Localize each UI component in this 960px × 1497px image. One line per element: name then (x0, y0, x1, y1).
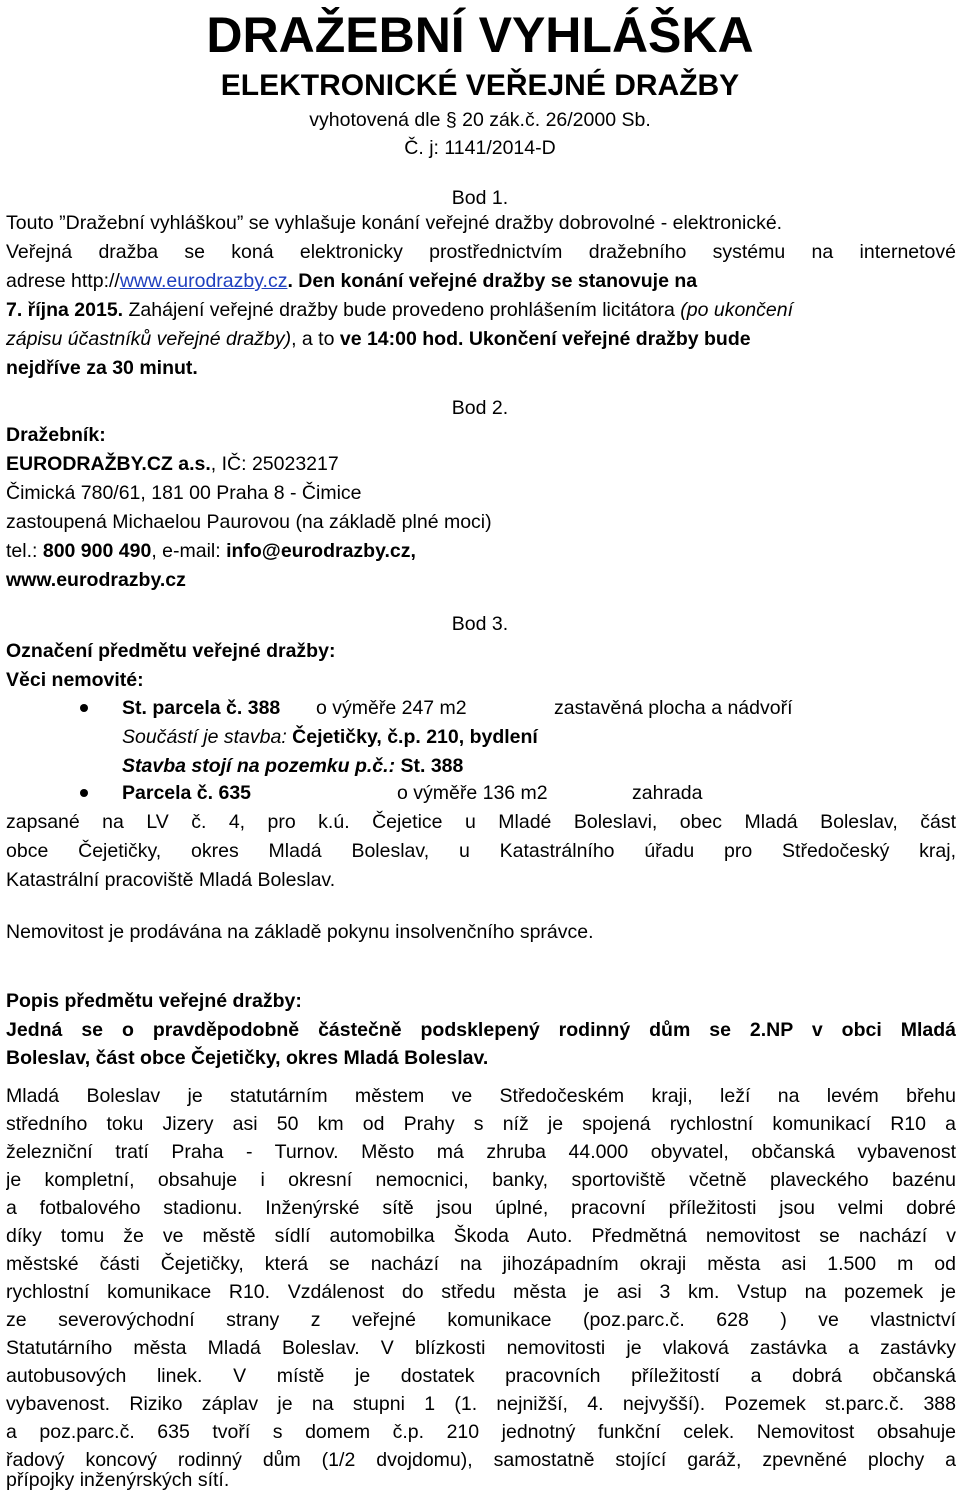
item1-area: o výměře 247 m2 (316, 697, 467, 719)
auction-start-note-a: (po ukončení (680, 299, 793, 321)
description-line: a poz.parc.č. 635 tvoří s domem č.p. 210 jednotný funkční celek. Nemovitost obsahuje (6, 1421, 956, 1443)
description-line: městské části Čejetičky, která se nachází na jihozápadním okraji města asi 1.500 m od (6, 1253, 956, 1275)
auctioneer-web[interactable]: www.eurodrazby.cz (6, 569, 186, 591)
bod1-line-3 (6, 267, 956, 296)
document-title: DRAŽEBNÍ VYHLÁŠKA (206, 7, 754, 63)
auction-time: ve 14:00 hod. (339, 328, 464, 350)
auction-end-time: nejdříve za 30 minut. (6, 357, 198, 379)
item1-use: zastavěná plocha a nádvoří (554, 697, 793, 719)
bod1-line-5 (6, 325, 956, 354)
item1-building: Součástí je stavba: Čejetičky, č.p. 210, bydlení (122, 726, 538, 748)
description-line: autobusových linek. V místě je dostatek pracovních příležitostí a dobrá občanská (6, 1365, 956, 1387)
registry-line-2: obce Čejetičky, okres Mladá Boleslav, u Katastrálního úřadu pro Středočeský kraj, (6, 840, 956, 862)
auction-date: 7. října 2015. (6, 299, 124, 321)
bullet-icon (80, 704, 88, 712)
description-line: řadový koncový rodinný dům (1/2 dvojdomu), samostatně stojící garáž, zpevněné plochy a (6, 1449, 956, 1471)
bod1-line-2: Veřejná dražba se koná elektronicky prostřednictvím dražebního systému na internetové (6, 241, 956, 263)
description-line: díky tomu že ve městě sídlí automobilka Škoda Auto. Předmětná nemovitost se nachází v (6, 1225, 956, 1247)
auction-date-intro: . Den konání veřejné dražby se stanovuje na (287, 270, 698, 292)
description-last-line: přípojky inženýrských sítí. (6, 1469, 230, 1491)
auctioneer-company-line (6, 450, 956, 479)
auctioneer-phone: 800 900 490 (42, 540, 152, 562)
bod1-line-1: Touto ”Dražební vyhláškou” se vyhlašuje konání veřejné dražby dobrovolné - elektronické. (6, 212, 783, 234)
auction-start-note-b: zápisu účastníků veřejné dražby) (6, 328, 292, 350)
auctioneer-label: Dražebník: (6, 424, 106, 446)
description-line: železniční tratí Praha - Turnov. Město má zhruba 44.000 obyvatel, občanská vybavenost (6, 1141, 956, 1163)
item1-parcel: St. parcela č. 388 (122, 697, 281, 719)
description-line: Mladá Boleslav je statutárním městem ve Středočeském kraji, leží na levém břehu (6, 1085, 956, 1107)
description-line: je kompletní, obsahuje i okresní nemocnici, banky, sportoviště včetně plaveckého bazénu (6, 1169, 956, 1191)
description-line: ze severovýchodní strany z veřejné komunikace (poz.parc.č. 628 ) ve vlastnictví (6, 1309, 956, 1331)
auctioneer-address: Čimická 780/61, 181 00 Praha 8 - Čimice (6, 482, 362, 504)
auctioneer-email[interactable]: info@eurodrazby.cz, (226, 540, 416, 562)
section-3-heading: Bod 3. (451, 613, 509, 635)
description-bold-line-2: Boleslav, část obce Čejetičky, okres Mladá Boleslav. (6, 1047, 489, 1069)
section-2-heading: Bod 2. (451, 397, 509, 419)
item2-use: zahrada (632, 782, 703, 804)
item2-area: o výměře 136 m2 (397, 782, 548, 804)
description-bold-line-1: Jedná se o pravděpodobně částečně podsklepený rodinný dům se 2.NP v obci Mladá (6, 1019, 956, 1041)
auction-end-text: Ukončení veřejné dražby bude (463, 328, 751, 350)
case-number: Č. j: 1141/2014-D (404, 137, 556, 159)
registry-line-3: Katastrální pracoviště Mladá Boleslav. (6, 869, 336, 891)
registry-line-1: zapsané na LV č. 4, pro k.ú. Čejetice u Mladé Boleslavi, obec Mladá Boleslav, část (6, 811, 956, 833)
auction-website-link[interactable]: www.eurodrazby.cz (119, 270, 288, 292)
item2-parcel: Parcela č. 635 (122, 782, 252, 804)
auctioneer-web-line (6, 566, 956, 595)
bullet-icon (80, 789, 88, 797)
description-label: Popis předmětu veřejné dražby: (6, 990, 302, 1012)
auctioneer-contacts: tel.: 800 900 490, e-mail: info@eurodrazby.cz, (6, 540, 416, 562)
description-line: středního toku Jizery asi 50 km od Prahy s níž je spojená rychlostní komunikací R10 a (6, 1113, 956, 1135)
auction-start-text: Zahájení veřejné dražby bude provedeno prohlášením licitátora (123, 299, 681, 321)
description-line: rychlostní komunikace R10. Vzdálenost do středu města je asi 3 km. Vstup na pozemek je (6, 1281, 956, 1303)
real-estate-label: Věci nemovité: (6, 669, 144, 691)
bod1-line-4 (6, 296, 956, 325)
auctioneer-company: EURODRAŽBY.CZ a.s. (6, 453, 211, 475)
auction-time-intro: , a to (291, 328, 340, 350)
bod1-line-6 (6, 354, 956, 383)
address-prefix: adrese http:// (6, 270, 120, 292)
subject-label: Označení předmětu veřejné dražby: (6, 640, 336, 662)
item1-stands-on: Stavba stojí na pozemku p.č.: St. 388 (122, 755, 464, 777)
law-reference: vyhotovená dle § 20 zák.č. 26/2000 Sb. (309, 109, 651, 131)
description-line: vybavenost. Riziko záplav je na stupni 1 (1. nejnižší, 4. nejvyšší). Pozemek st.parc.č. 388 (6, 1393, 956, 1415)
auctioneer-ic: , IČ: 25023217 (210, 453, 339, 475)
document-subtitle: ELEKTRONICKÉ VEŘEJNÉ DRAŽBY (220, 69, 740, 102)
description-line: a fotbalového stadionu. Inženýrské sítě jsou úplné, pracovní příležitosti jsou velmi dobré (6, 1197, 956, 1219)
section-1-heading: Bod 1. (451, 187, 509, 209)
sale-note: Nemovitost je prodávána na základě pokynu insolvenčního správce. (6, 921, 594, 943)
auctioneer-representative: zastoupená Michaelou Paurovou (na základě plné moci) (6, 511, 492, 533)
description-line: Statutárního města Mladá Boleslav. V blízkosti nemovitosti je vlaková zastávka a zastávky (6, 1337, 956, 1359)
